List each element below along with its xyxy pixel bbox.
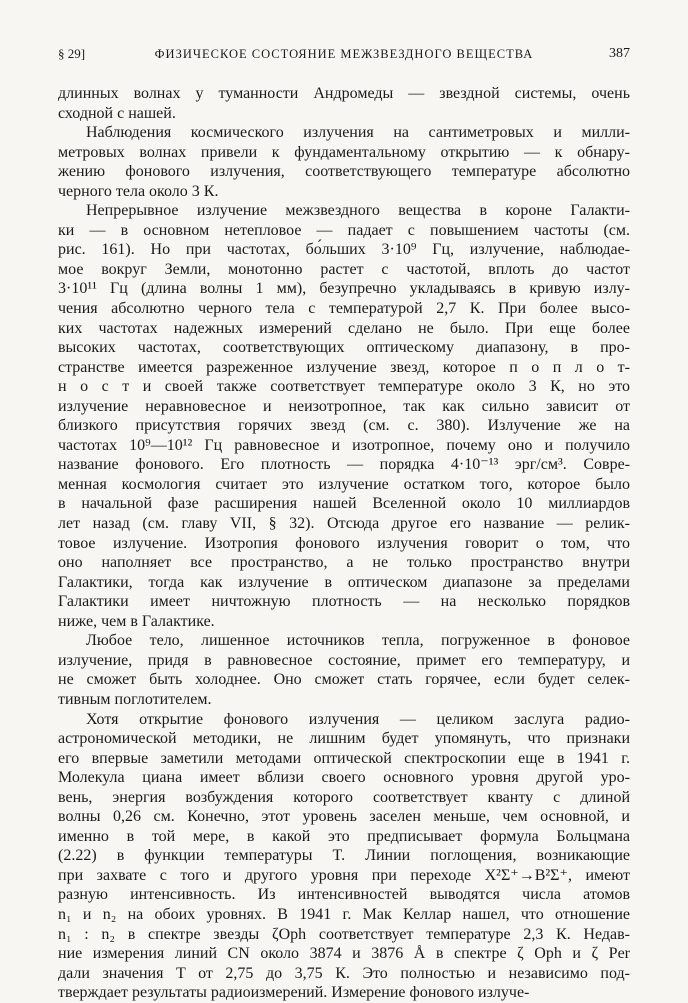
text-line: 3·10¹¹ Гц (длина волны 1 мм), безупречно укладываясь в кривую излу- xyxy=(58,280,630,298)
running-header xyxy=(58,44,630,64)
section-marker: § 29] xyxy=(58,46,86,61)
text-line: излучение, придя в равновесное состояние, примет его температуру, и xyxy=(58,651,630,669)
text-line: название фонового. Его плотность — порядка 4·10⁻¹³ эрг/см³. Совре- xyxy=(58,456,630,474)
text-line: метровых волнах привели к фундаментальному открытию — к обнару- xyxy=(58,143,630,161)
text-line: рис. 161). Но при частотах, бо́льших 3·10⁹ Гц, излучение, наблюдае- xyxy=(58,241,630,259)
text-line: Любое тело, лишенное источников тепла, погруженное в фоновое xyxy=(86,632,630,650)
running-title: ФИЗИЧЕСКОЕ СОСТОЯНИЕ МЕЖЗВЕЗДНОГО ВЕЩЕСТВА xyxy=(154,47,534,61)
text-line: в начальной фазе расширения нашей Вселенной около 10 миллиардов xyxy=(58,495,630,513)
text-line: сходной с нашей. xyxy=(58,104,176,122)
text-line: волны 0,26 см. Конечно, этот уровень заселен меньше, чем основной, и xyxy=(58,808,630,826)
text-line: n₁ : n₂ в спектре звезды ζOph соответствует температуре 2,3 К. Недав- xyxy=(58,925,630,943)
text-line: ки — в основном нетепловое — падает с повышением частоты (см. xyxy=(58,221,630,239)
paragraph xyxy=(58,631,630,709)
text-line: черного тела около 3 К. xyxy=(58,182,219,200)
text-line: разную интенсивность. Из интенсивностей выводятся числа атомов xyxy=(58,886,630,904)
text-line: чения абсолютно черного тела с температурой 2,7 К. При более высо- xyxy=(58,300,630,318)
text-line: Наблюдения космического излучения на сантиметровых и милли- xyxy=(86,124,630,142)
text-line: лет назад (см. главу VII, § 32). Отсюда другое его название — релик- xyxy=(58,515,630,533)
paragraph xyxy=(58,123,630,201)
page-number: 387 xyxy=(609,46,630,61)
text-line: Галактики имеет ничтожную плотность — на несколько порядков xyxy=(58,593,630,611)
text-line: тверждает результаты радиоизмерений. Измерение фонового излуче- xyxy=(58,984,530,1002)
text-line: менная космология считает это излучение остатком того, которое было xyxy=(58,475,630,493)
text-line: не сможет быть холоднее. Оно сможет стать горячее, если будет селек- xyxy=(58,671,630,689)
text-line: близкого присутствия горячих звезд (см. с. 380). Излучение же на xyxy=(58,417,630,435)
text-line: товое излучение. Изотропия фонового излучения говорит о том, что xyxy=(58,534,630,552)
text-line: именно в той мере, в какой это предписывает формула Больцмана xyxy=(58,827,630,845)
text-line: дали значения T от 2,75 до 3,75 К. Это полностью и независимо под- xyxy=(58,964,630,982)
text-line: (2.22) в функции температуры T. Линии поглощения, возникающие xyxy=(58,847,630,865)
text-line: Галактики, тогда как излучение в оптическом диапазоне за пределами xyxy=(58,573,630,591)
text-line: Непрерывное излучение межзвездного вещества в короне Галакти- xyxy=(86,202,630,220)
text-line: жению фонового излучения, соответствующего температуре абсолютно xyxy=(58,163,630,181)
body-text xyxy=(58,84,630,1003)
text-line: ких частотах надежных измерений сделано не было. При еще более xyxy=(58,319,630,337)
paragraph xyxy=(58,710,630,1003)
text-line: мое вокруг Земли, монотонно растет с частотой, вплоть до частот xyxy=(58,260,630,278)
text-line: н о с т и своей также соответствует температуре около 3 К, но это xyxy=(58,378,630,396)
text-line: астрономической методики, не лишним будет упомянуть, что признаки xyxy=(58,730,630,748)
text-line: тивным поглотителем. xyxy=(58,690,212,708)
text-line: высоких частотах, соответствующих оптическому диапазону, в про- xyxy=(58,339,630,357)
text-line: излучение неравновесное и неизотропное, так как сильно зависит от xyxy=(58,397,630,415)
text-line: вень, энергия возбуждения которого соответствует кванту с длиной xyxy=(58,788,630,806)
paragraph xyxy=(58,201,630,631)
text-line: Хотя открытие фонового излучения — целиком заслуга радио- xyxy=(86,710,630,728)
text-line: длинных волнах у туманности Андромеды — звездной системы, очень xyxy=(58,85,630,102)
text-line: n₁ и n₂ на обоих уровнях. В 1941 г. Мак Келлар нашел, что отношение xyxy=(58,905,630,923)
text-line: ние измерения линий CN около 3874 и 3876 Å в спектре ζ Oph и ζ Per xyxy=(58,945,630,963)
text-line: частотах 10⁹—10¹² Гц равновесное и изотропное, почему оно и получило xyxy=(58,436,630,454)
text-line: Молекула циана имеет вблизи своего основного уровня другой уро- xyxy=(58,769,630,787)
paragraph xyxy=(58,84,630,123)
text-line: его впервые заметили методами оптической спектроскопии еще в 1941 г. xyxy=(58,749,630,767)
text-line: ниже, чем в Галактике. xyxy=(58,612,215,630)
text-line: странстве имеется разреженное излучение звезд, которое п о п л о т- xyxy=(58,358,630,376)
text-line: при захвате с того и другого уровня при переходе X²Σ⁺→B²Σ⁺, имеют xyxy=(58,866,630,884)
text-line: оно наполняет все пространство, а не только пространство внутри xyxy=(58,554,630,572)
